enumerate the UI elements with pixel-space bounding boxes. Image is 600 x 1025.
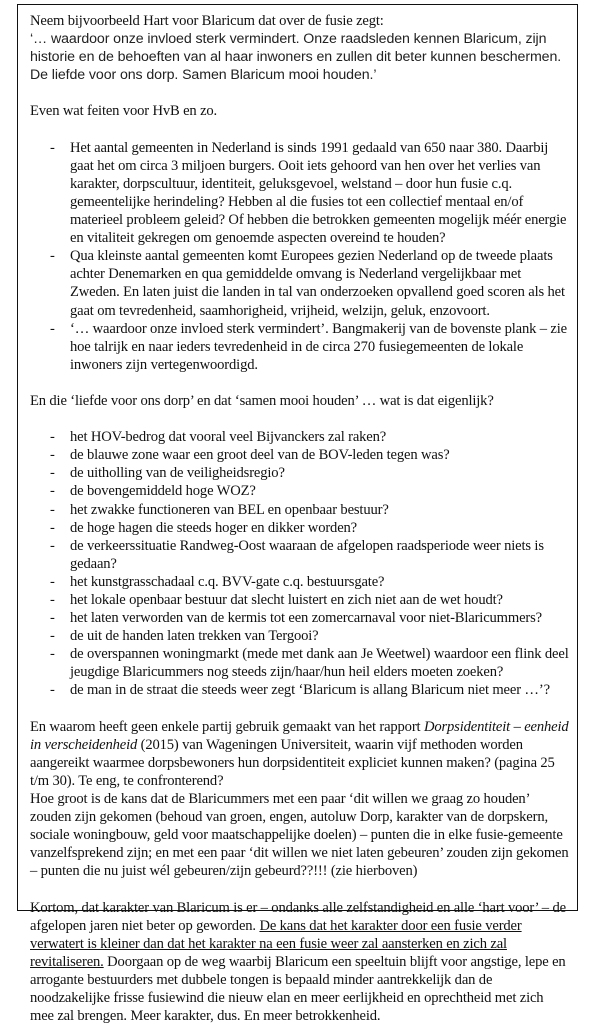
- question-item: [50, 446, 569, 464]
- question-item: [50, 645, 569, 681]
- question-item: [50, 501, 569, 519]
- dash-bullet-icon: -: [50, 139, 55, 156]
- chance-paragraph: Hoe groot is de kans dat de Blaricummers met een paar ‘dit willen we graag zo houden’ zouden zijn gekomen (behoud van groen, engen, autoluw Dorp, karakter van de dorpskern, sociale woningbouw, geld voor maatschappelijke doelen) – punten die in elke fusie-gemeente vanzelfsprekend zijn; en met een paar ‘dit willen we niet laten gebeuren’ zouden zijn gekomen – punten die nu juist wél gebeuren/zijn gebeurd??!!! (zie hierboven): [30, 791, 569, 880]
- question-text: de uitholling van de veiligheidsregio?: [70, 465, 285, 482]
- dash-bullet-icon: -: [50, 429, 55, 446]
- dash-bullet-icon: -: [50, 537, 55, 554]
- dash-bullet-icon: -: [50, 573, 55, 590]
- report-text-after: (2015) van Wageningen Universiteit, waarin vijf methoden worden aangereikt waarmee dorpsbewoners hun dorpsidentiteit expliciet kunnen maken? (pagina 25 t/m 30). Te eng, te confronterend?: [30, 736, 555, 789]
- hvb-quote: ‘… waardoor onze invloed sterk vermindert. Onze raadsleden kennen Blaricum, zijn historie en de behoeften van al haar inwoners en zullen dit beter kunnen beschermen. De liefde voor ons dorp. Samen Blaricum mooi houden.’: [30, 31, 562, 84]
- report-text-before: En waarom heeft geen enkele partij gebruik gemaakt van het rapport: [30, 718, 424, 735]
- question-text: de bovengemiddeld hoge WOZ?: [70, 483, 256, 500]
- question-item: [50, 609, 569, 627]
- fact-item: [50, 247, 569, 319]
- fact-item: [50, 320, 569, 374]
- question-item: [50, 464, 569, 482]
- intro-heading: Neem bijvoorbeeld Hart voor Blaricum dat over de fusie zegt:: [30, 13, 384, 29]
- question-heading: En die ‘liefde voor ons dorp’ en dat ‘samen mooi houden’ … wat is dat eigenlijk?: [30, 392, 494, 409]
- fact-text: Qua kleinste aantal gemeenten komt Europees gezien Nederland op de tweede plaats achter Denemarken en qua gemiddelde omvang is Nederland vergelijkbaar met Zweden. En laten juist die landen in tal van onderzoeken opvallend goed scoren als het gaat om tevredenheid, saamhorigheid, vrijheid, welzijn, geluk, enzovoort.: [70, 248, 565, 319]
- question-text: de man in de straat die steeds weer zegt ‘Blaricum is allang Blaricum niet meer …’?: [70, 682, 550, 699]
- fact-text: ‘… waardoor onze invloed sterk vermindert’. Bangmakerij van de bovenste plank – zie hoe talrijk en naar ieders tevredenheid in de circa 270 fusiegemeenten de lokale inwoners zijn vertegenwoordigd.: [70, 320, 567, 373]
- conclusion-paragraph: [30, 899, 569, 1025]
- fact-item: [50, 139, 569, 248]
- dash-bullet-icon: -: [50, 628, 55, 645]
- question-text: de overspannen woningmarkt (mede met dank aan Je Weetwel) waardoor een flink deel jeugdige Blaricummers nog steeds zijn/haar/hun heil elders moeten zoeken?: [70, 646, 569, 681]
- report-paragraph: [30, 718, 569, 790]
- dash-bullet-icon: -: [50, 447, 55, 464]
- facts-list: [30, 139, 569, 374]
- question-text: het lokale openbaar bestuur dat slecht luistert en zich niet aan de wet houdt?: [70, 592, 503, 608]
- dash-bullet-icon: -: [50, 483, 55, 500]
- spacer: [30, 881, 569, 899]
- question-text: de blauwe zone waar een groot deel van de BOV-leden tegen was?: [70, 447, 450, 464]
- facts-heading: Even wat feiten voor HvB en zo.: [30, 103, 218, 120]
- report-title: Dorpsidentiteit – eenheid in verscheidenheid: [30, 718, 569, 753]
- conclusion-text-before: Kortom, dat karakter van Blaricum is er – ondanks alle zelfstandigheid en alle ‘hart voor’ – de afgelopen jaren niet beter op geworden.: [30, 899, 566, 934]
- dash-bullet-icon: -: [50, 465, 55, 482]
- question-text: de uit de handen laten trekken van Tergooi?: [70, 628, 319, 645]
- document-page: [17, 4, 578, 1025]
- spacer: [30, 121, 569, 139]
- questions-list: [30, 428, 569, 699]
- dash-bullet-icon: -: [50, 501, 55, 518]
- question-item: [50, 591, 569, 609]
- question-item: [50, 537, 569, 573]
- dash-bullet-icon: -: [50, 682, 55, 699]
- dash-bullet-icon: -: [50, 592, 55, 608]
- question-text: het zwakke functioneren van BEL en openbaar bestuur?: [70, 501, 389, 518]
- dash-bullet-icon: -: [50, 320, 55, 337]
- question-item: [50, 627, 569, 645]
- fact-text: Het aantal gemeenten in Nederland is sinds 1991 gedaald van 650 naar 380. Daarbij gaat het om circa 3 miljoen burgers. Ooit iets gehoord van hen over het verlies van karakter, dorpscultuur, identiteit, geluksgevoel, welstand – door hun fusie c.q. gemeentelijke herindeling? Hebben al die fusies tot een collectief mentaal en/of materieel probleem geleid? Of hebben die betrokken gemeenten mogelijk méér energie en vitaliteit gekregen om genoemde aspecten overeind te houden?: [70, 139, 567, 247]
- spacer: [30, 410, 569, 428]
- question-text: de verkeerssituatie Randweg-Oost waaraan de afgelopen raadsperiode weer niets is gedaan?: [70, 537, 544, 572]
- dash-bullet-icon: -: [50, 248, 55, 265]
- dash-bullet-icon: -: [50, 519, 55, 536]
- conclusion-text-after: Doorgaan op de weg waarbij Blaricum een speeltuin blijft voor angstige, lepe en arrogante bestuurders met dubbele tongen is bepaald minder aantrekkelijk dan de noodzakelijke frisse fusiewind die nieuw elan en meer eerlijkheid en oprechtheid met zich mee zal brengen. Meer karakter, dus. En meer betrokkenheid.: [30, 953, 566, 1025]
- question-item: [50, 681, 569, 699]
- spacer: [30, 84, 569, 102]
- question-item: [50, 573, 569, 591]
- dash-bullet-icon: -: [50, 646, 55, 663]
- question-text: het kunstgrasschadaal c.q. BVV-gate c.q. bestuursgate?: [70, 573, 385, 590]
- question-text: het HOV-bedrog dat vooral veel Bijvanckers zal raken?: [70, 429, 387, 446]
- conclusion-underlined: De kans dat het karakter door een fusie verder verwatert is kleiner dan dat het karakter na een fusie weer zal aansterken en zich zal revitaliseren.: [30, 917, 522, 970]
- question-text: het laten verworden van de kermis tot een zomercarnaval voor niet-Blaricummers?: [70, 610, 542, 627]
- dash-bullet-icon: -: [50, 610, 55, 627]
- question-item: [50, 482, 569, 500]
- question-text: de hoge hagen die steeds hoger en dikker worden?: [70, 519, 357, 536]
- question-item: [50, 428, 569, 446]
- question-item: [50, 519, 569, 537]
- spacer: [30, 374, 569, 392]
- spacer: [30, 700, 569, 718]
